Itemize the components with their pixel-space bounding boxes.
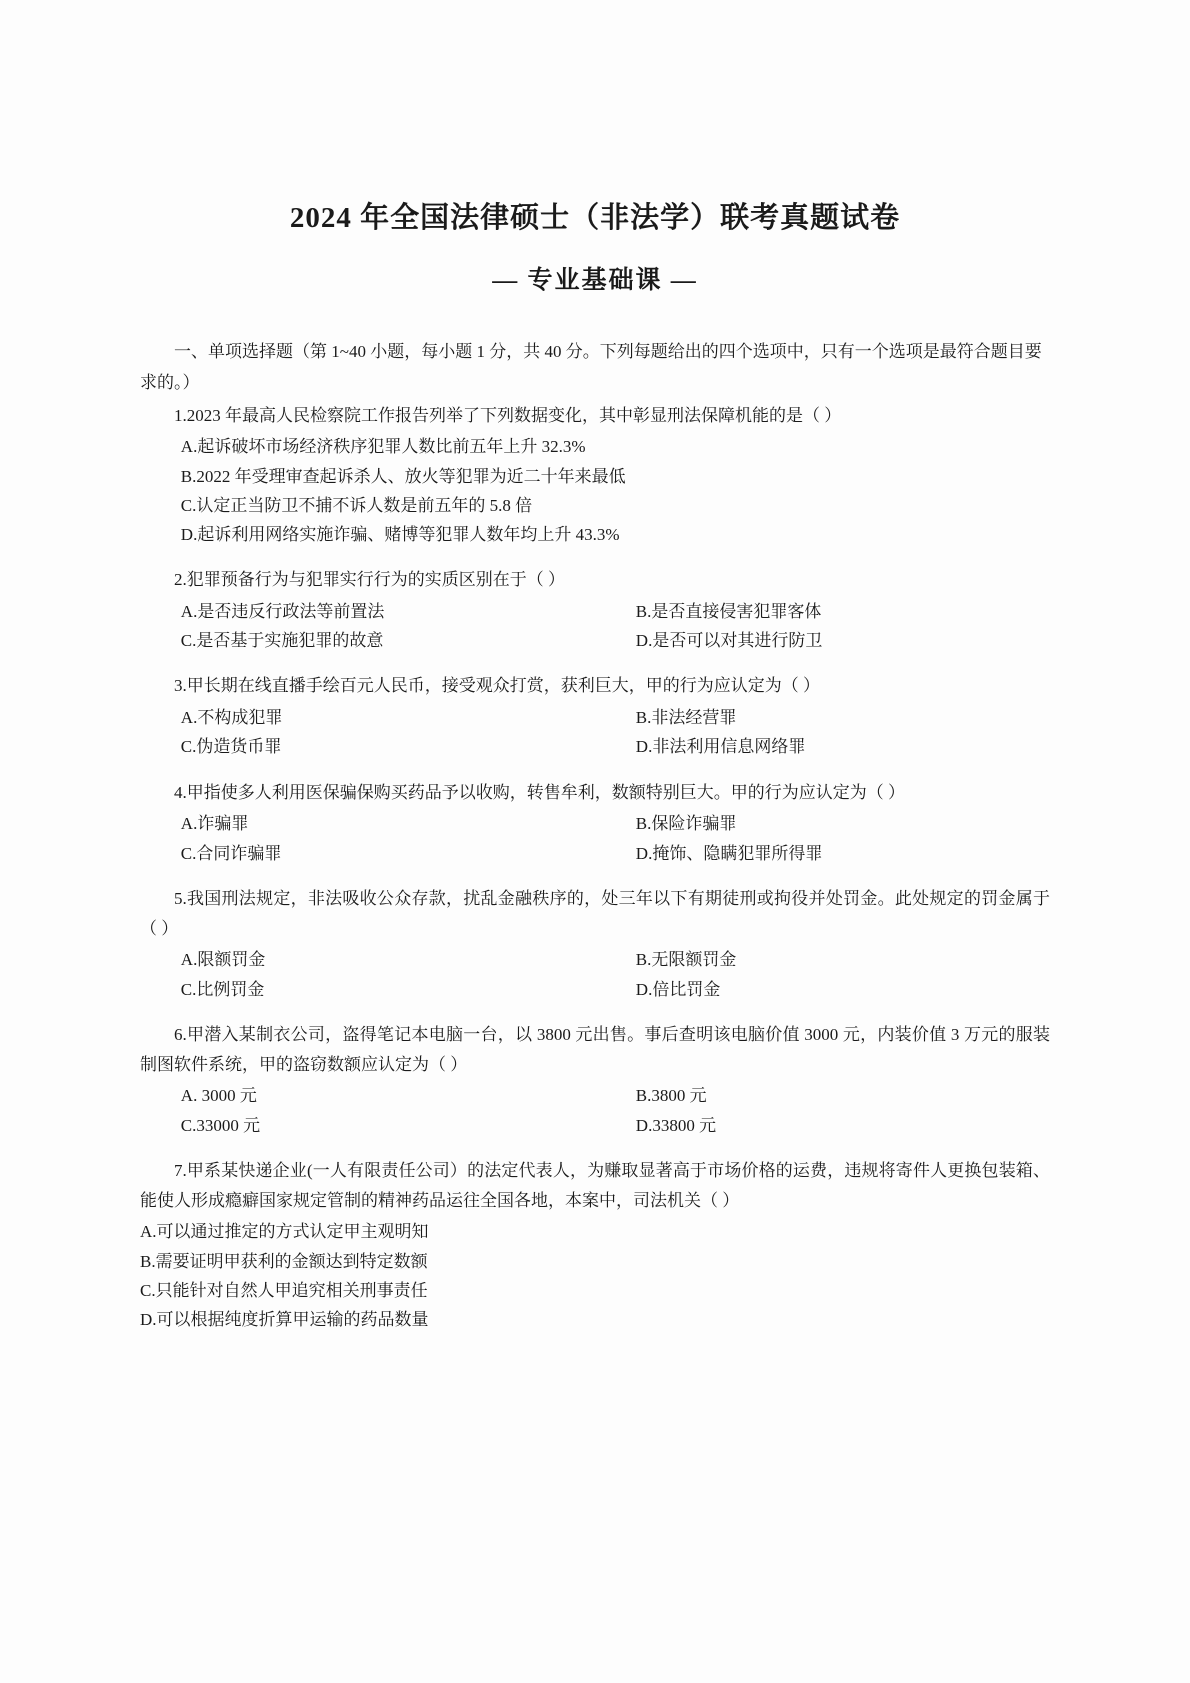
option-b[interactable]: B.非法经营罪 xyxy=(635,708,737,728)
option-a[interactable]: A. 3000 元 xyxy=(180,1086,257,1106)
question-stem: 4.甲指使多人利用医保骗保购买药品予以收购，转售牟利，数额特别巨大。甲的行为应认定为（ ） xyxy=(174,782,905,802)
question-item xyxy=(140,884,1050,1004)
option-d[interactable]: D.33800 元 xyxy=(635,1115,717,1135)
question-item xyxy=(140,1156,1050,1334)
option-b[interactable]: B.保险诈骗罪 xyxy=(635,814,737,834)
option-a[interactable]: A.起诉破坏市场经济秩序犯罪人数比前五年上升 32.3% xyxy=(180,437,586,457)
option-a[interactable]: A.限额罚金 xyxy=(180,950,266,970)
section-heading: 一、单项选择题（第 1~40 小题，每小题 1 分，共 40 分。下列每题给出的四个选项中，只有一个选项是最符合题目要求的。） xyxy=(140,341,1042,393)
page-subtitle: — 专业基础课 — xyxy=(492,266,698,294)
option-b[interactable]: B.2022 年受理审查起诉杀人、放火等犯罪为近二十年来最低 xyxy=(180,466,626,486)
option-list xyxy=(140,809,1050,867)
question-stem: 2.犯罪预备行为与犯罪实行行为的实质区别在于（ ） xyxy=(174,570,565,590)
option-c[interactable]: C.伪造货币罪 xyxy=(180,737,282,757)
option-d[interactable]: D.倍比罚金 xyxy=(635,979,721,999)
option-d[interactable]: D.可以根据纯度折算甲运输的药品数量 xyxy=(140,1310,429,1330)
question-stem: 1.2023 年最高人民检察院工作报告列举了下列数据变化，其中彰显刑法保障机能的是（ ） xyxy=(174,405,842,425)
option-list xyxy=(140,945,1050,1003)
page-title: 2024 年全国法律硕士（非法学）联考真题试卷 xyxy=(289,202,901,234)
option-a[interactable]: A.不构成犯罪 xyxy=(180,708,283,728)
option-c[interactable]: C.是否基于实施犯罪的故意 xyxy=(180,631,384,651)
option-a[interactable]: A.诈骗罪 xyxy=(180,814,249,834)
option-b[interactable]: B.3800 元 xyxy=(635,1086,707,1106)
question-stem: 6.甲潜入某制衣公司，盗得笔记本电脑一台，以 3800 元出售。事后查明该电脑价值 3000 元，内装价值 3 万元的服装制图软件系统，甲的盗窃数额应认定为（ ） xyxy=(140,1024,1050,1074)
option-list xyxy=(140,1081,1050,1139)
option-c[interactable]: C.认定正当防卫不捕不诉人数是前五年的 5.8 倍 xyxy=(180,495,533,515)
question-stem: 5.我国刑法规定，非法吸收公众存款，扰乱金融秩序的，处三年以下有期徒刑或拘役并处罚金。此处规定的罚金属于（ ） xyxy=(140,888,1050,938)
option-c[interactable]: C.只能针对自然人甲追究相关刑事责任 xyxy=(140,1280,428,1300)
option-list xyxy=(140,703,1050,761)
question-item xyxy=(140,778,1050,868)
option-d[interactable]: D.掩饰、隐瞒犯罪所得罪 xyxy=(635,843,823,863)
question-item xyxy=(140,401,1050,550)
question-item xyxy=(140,671,1050,761)
option-c[interactable]: C.比例罚金 xyxy=(180,979,265,999)
question-stem: 7.甲系某快递企业(一人有限责任公司）的法定代表人，为赚取显著高于市场价格的运费，违规将寄件人更换包装箱、能使人形成瘾癖国家规定管制的精神药品运往全国各地，本案中，司法机关（ ） xyxy=(140,1160,1050,1210)
option-b[interactable]: B.是否直接侵害犯罪客体 xyxy=(635,602,822,621)
question-item xyxy=(140,1020,1050,1140)
option-a[interactable]: A.是否违反行政法等前置法 xyxy=(180,602,385,621)
question-stem: 3.甲长期在线直播手绘百元人民币，接受观众打赏，获利巨大，甲的行为应认定为（ ） xyxy=(174,676,820,696)
option-d[interactable]: D.起诉利用网络实施诈骗、赌博等犯罪人数年均上升 43.3% xyxy=(180,525,620,545)
option-c[interactable]: C.合同诈骗罪 xyxy=(180,843,282,863)
option-d[interactable]: D.是否可以对其进行防卫 xyxy=(635,631,823,651)
option-b[interactable]: B.需要证明甲获利的金额达到特定数额 xyxy=(140,1251,428,1271)
option-list xyxy=(140,432,1050,549)
option-a[interactable]: A.可以通过推定的方式认定甲主观明知 xyxy=(140,1222,429,1242)
option-list xyxy=(140,1217,1050,1334)
option-d[interactable]: D.非法利用信息网络罪 xyxy=(635,737,806,757)
option-b[interactable]: B.无限额罚金 xyxy=(635,950,737,970)
option-list xyxy=(140,597,1050,655)
option-c[interactable]: C.33000 元 xyxy=(180,1115,261,1135)
question-item xyxy=(140,565,1050,655)
